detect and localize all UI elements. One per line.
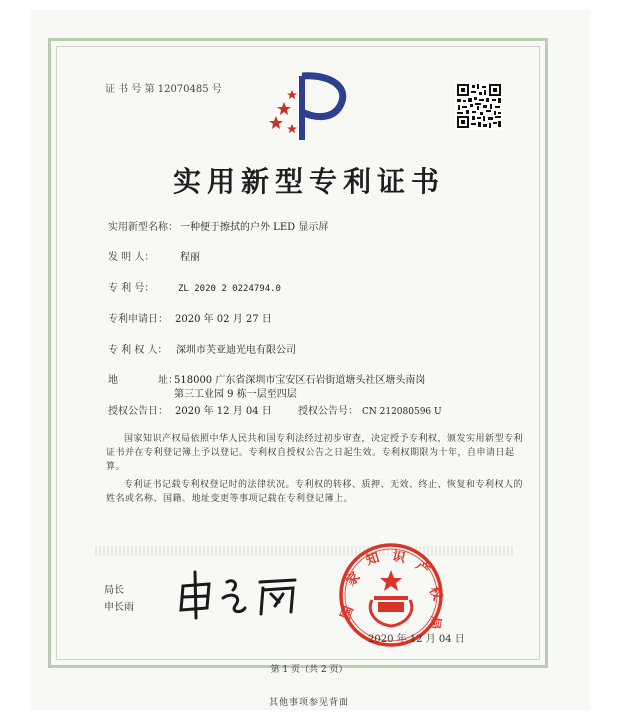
svg-text:局: 局 bbox=[425, 614, 443, 631]
inventor-label: 发 明 人： bbox=[108, 252, 155, 263]
svg-text:权: 权 bbox=[425, 584, 445, 603]
director-name: 申长雨 bbox=[104, 602, 134, 613]
decorative-stripe bbox=[95, 546, 515, 556]
address-label-left: 地 bbox=[108, 375, 118, 386]
address-line-1: 518000 广东省深圳市宝安区石岩街道塘头社区塘头南岗 bbox=[174, 375, 426, 386]
qr-code-icon bbox=[455, 82, 503, 130]
patentee-value: 深圳市芙亚迪光电有限公司 bbox=[176, 345, 296, 356]
patentee-label: 专 利 权 人： bbox=[108, 345, 168, 356]
paragraph-1: 国家知识产权局依照中华人民共和国专利法经过初步审查，决定授予专利权，颁发实用新型专利证书并在专利登记簿上予以登记。专利权自授权公告之日起生效。专利权期限为十年，自申请日起算。 bbox=[106, 434, 524, 472]
svg-text:产: 产 bbox=[412, 558, 433, 579]
svg-text:家: 家 bbox=[343, 569, 364, 590]
page-number: 第 1 页（共 2 页） bbox=[270, 665, 348, 675]
handwritten-signature bbox=[175, 568, 305, 623]
certificate-number: 证 书 号 第 12070485 号 bbox=[105, 84, 222, 95]
grant-date-value: 2020 年 12 月 04 日 bbox=[175, 406, 272, 417]
paragraph-2: 专利证书记载专利权登记时的法律状况。专利权的转移、质押、无效、终止、恢复和专利权人的姓名或名称、国籍、地址变更等事项记载在专利登记簿上。 bbox=[106, 480, 524, 504]
grant-number-label: 授权公告号： bbox=[298, 406, 358, 417]
svg-text:国: 国 bbox=[338, 604, 357, 622]
inventor-value: 程丽 bbox=[180, 252, 200, 263]
svg-text:识: 识 bbox=[390, 548, 407, 567]
filing-date-label: 专利申请日： bbox=[108, 314, 168, 325]
bottom-note: 其他事项参见背面 bbox=[268, 698, 349, 708]
filing-date-value: 2020 年 02 月 27 日 bbox=[175, 314, 272, 325]
certificate-title: 实用新型专利证书 bbox=[172, 165, 445, 198]
utility-model-name-label: 实用新型名称： bbox=[108, 222, 178, 233]
patent-number-label: 专 利 号： bbox=[108, 283, 155, 294]
utility-model-name-value: 一种便于擦拭的户外 LED 显示屏 bbox=[180, 222, 329, 233]
svg-text:知: 知 bbox=[364, 550, 382, 569]
body-text bbox=[106, 432, 526, 506]
cnipa-logo-icon bbox=[262, 68, 358, 148]
grant-date-label: 授权公告日： bbox=[108, 406, 168, 417]
grant-number-value: CN 212080596 U bbox=[362, 407, 442, 417]
director-title: 局长 bbox=[104, 585, 124, 596]
patent-number-value: ZL 2020 2 0224794.0 bbox=[178, 284, 281, 294]
seal-date: 2020 年 12 月 04 日 bbox=[368, 634, 465, 645]
address-line-2: 第三工业园 9 栋一层至四层 bbox=[174, 389, 297, 400]
address-label-right: 址： bbox=[158, 375, 178, 386]
